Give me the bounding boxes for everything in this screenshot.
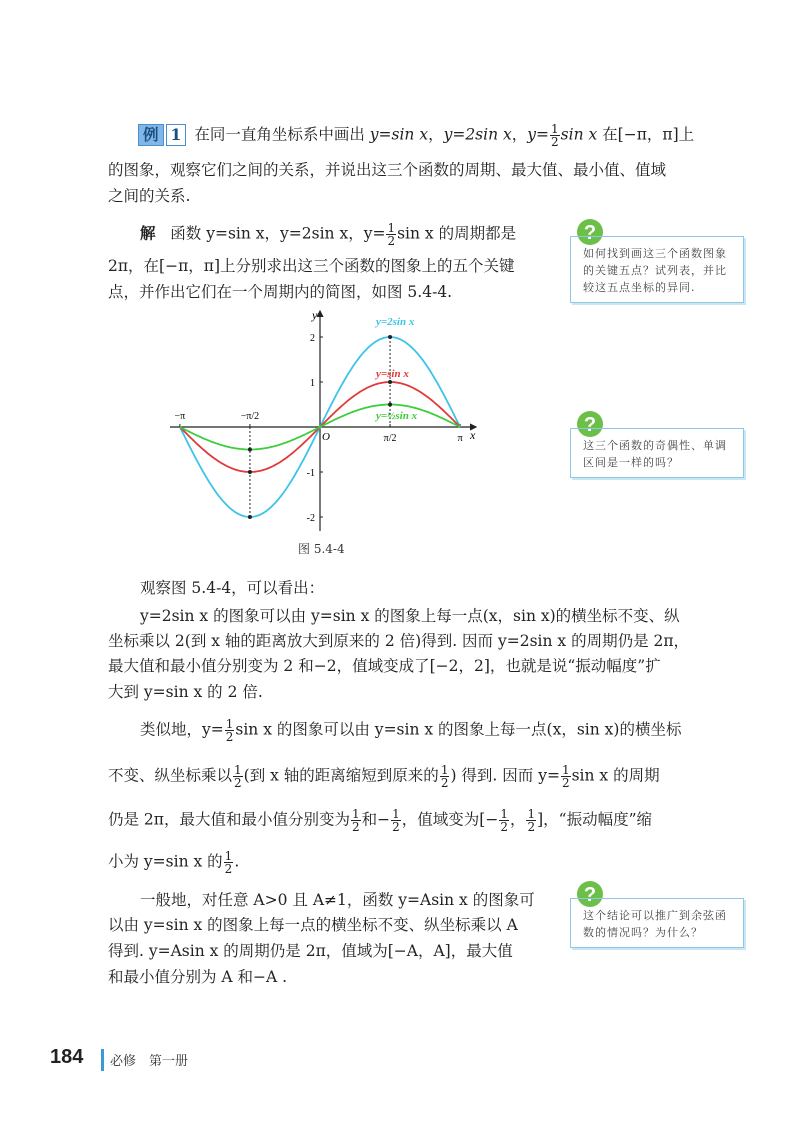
y-tick-label: -1 [306,468,315,479]
page-number: 184 [50,1046,84,1068]
solution-label: 解 [140,223,156,243]
example-text: 在同一直角坐标系中画出 [194,125,370,144]
body-paragraph-4: 一般地，对任意 A>0 且 A≠1，函数 y=Asin x 的图象可 [140,891,535,909]
solution-line-2: 2π，在[−π，π]上分别求出这三个函数的图象上的五个关键 [108,257,515,275]
sep: ， [428,125,444,144]
book-title: 必修 第一册 [110,1054,189,1069]
formula: y= [527,125,550,144]
key-point [388,403,392,407]
x-tick-label: −π [174,411,186,422]
solution-text: sin x 的周期都是 [397,224,517,243]
x-tick-label: π [457,433,463,444]
y-tick-label: 2 [310,333,315,344]
body-paragraph-4: 得到. y=Asin x 的周期仍是 2π，值域为[−A，A]，最大值 [108,942,513,960]
key-point [248,448,252,452]
svg-text:?: ? [583,222,597,244]
body-paragraph-3: 小为 y=sin x 的 $\frac{1}{2}$ . [108,849,240,876]
margin-note-3: 这个结论可以推广到余弦函数的情况吗？为什么？ [570,898,744,948]
formula: y=2sin x [443,125,512,144]
body-paragraph-4: 和最小值分别为 A 和−A . [108,968,288,986]
x-tick-label: π/2 [383,433,397,444]
fraction-half: $\frac{1}{2}$ [551,122,559,149]
sep: ， [511,125,528,144]
formula: sin x [560,125,598,144]
fraction-half: $\frac{1}{2}$ [387,221,396,248]
origin-label: O [322,431,330,443]
example-line-3: 之间的关系. [108,187,191,205]
body-paragraph-3: 类似地，y= $\frac{1}{2}$ sin x 的图象可以由 y=sin x 的图象上每一点(x，sin x)的横坐标 [140,717,682,744]
x-tick-label: −π/2 [240,411,260,422]
series-label-0: y=2sin x [376,316,415,328]
example-text: 在[−π，π]上 [597,125,695,144]
series-label-1: y=sin x [376,368,409,380]
key-point [388,380,392,384]
example-line-1 [138,123,694,148]
body-paragraph-4: 以由 y=sin x 的图象上每一点的横坐标不变、纵坐标乘以 A [108,916,518,934]
figure-caption: 图 5.4-4 [298,542,345,556]
solution-line-1 [140,222,516,247]
body-paragraph-3: 不变、纵坐标乘以 $\frac{1}{2}$ (到 x 轴的距离缩短到原来的 $\frac{1}{2}$ ) 得到. 因而 y= $\frac{1}{2}$ sin x 的周期 [108,763,660,790]
svg-text:?: ? [583,884,597,906]
solution-text: 函数 y=sin x，y=2sin x，y= [170,224,386,243]
body-paragraph-2: 最大值和最小值分别变为 2 和−2，值域变成了[−2，2]，也就是说“振动幅度”扩 [108,657,661,675]
series-label-2: y=½sin x [376,410,418,422]
key-point [248,470,252,474]
formula: y=sin x [369,125,429,144]
body-paragraph-1: 观察图 5.4-4，可以看出： [140,579,325,597]
body-paragraph-3: 仍是 2π，最大值和最小值分别变为 $\frac{1}{2}$ 和− $\frac{1}{2}$ ，值域变为[− $\frac{1}{2}$ ， $\frac{1}{2}$ ]，“振动幅度”缩 [108,807,653,834]
body-paragraph-2: y=2sin x 的图象可以由 y=sin x 的图象上每一点(x，sin x)的横坐标不变、纵 [140,607,680,625]
y-tick-label: -2 [306,513,315,524]
footer-divider [101,1049,104,1071]
x-axis-label: x [470,428,476,442]
body-paragraph-2: 坐标乘以 2(到 x 轴的距离放大到原来的 2 倍)得到. 因而 y=2sin x 的周期仍是 2π， [108,632,690,650]
svg-text:?: ? [583,414,597,436]
margin-note-1: 如何找到画这三个函数图象的关键五点？试列表，并比较这五点坐标的异同. [570,236,744,303]
solution-line-3: 点，并作出它们在一个周期内的简图，如图 5.4-4. [108,283,453,301]
example-number: 1 [166,124,187,146]
body-paragraph-2: 大到 y=sin x 的 2 倍. [108,683,263,701]
sine-chart [170,305,490,537]
y-axis-label: y [312,308,318,322]
y-tick-label: 1 [310,378,315,389]
margin-note-2: 这三个函数的奇偶性、单调区间是一样的吗？ [570,428,744,478]
example-label: 例 [138,124,164,146]
example-line-2: 的图象，观察它们之间的关系，并说出这三个函数的周期、最大值、最小值、值域 [108,161,667,179]
key-point [388,335,392,339]
key-point [248,515,252,519]
